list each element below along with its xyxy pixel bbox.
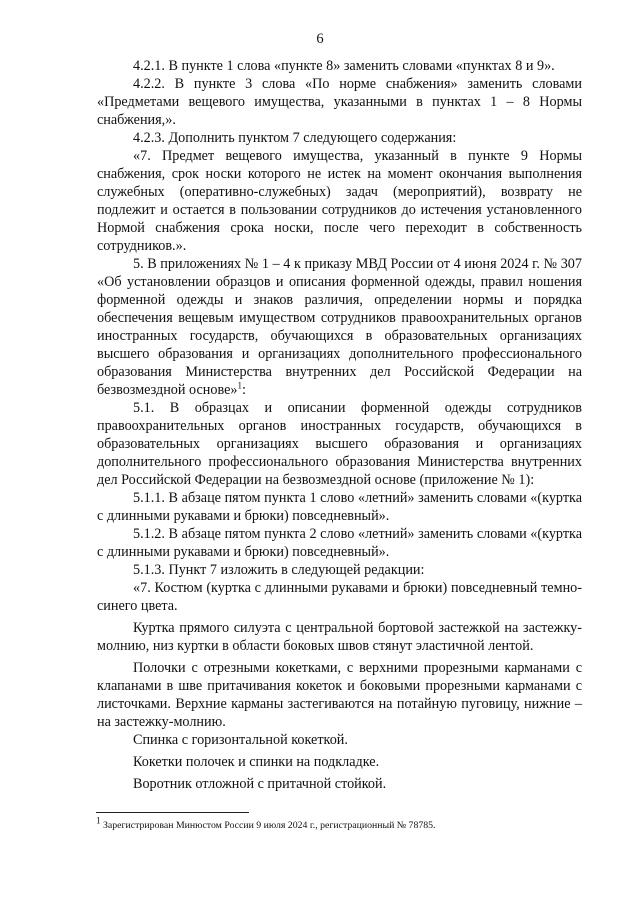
paragraph: Спинка с горизонтальной кокеткой. [133, 732, 348, 748]
footnote-marker: 1 [96, 815, 101, 826]
page-number: 6 [316, 31, 324, 47]
paragraph-suffix: : [241, 382, 246, 398]
paragraph: 4.2.1. В пункте 1 слова «пункте 8» заменить словами «пунктах 8 и 9». [133, 58, 555, 74]
footnote-text: Зарегистрирован Минюстом России 9 июля 2024 г., регистрационный № 78785. [102, 820, 436, 831]
paragraph: «7. Костюм (куртка с длинными рукавами и брюки) повседневный темно-синего цвета. [97, 580, 582, 614]
paragraph: 5.1.1. В абзаце пятом пункта 1 слово «летний» заменить словами «(куртка с длинными рукавами и брюки) повседневный». [97, 490, 582, 524]
paragraph: 5.1. В образцах и описании форменной одежды сотрудников правоохранительных органов иностранных государств, обучающихся в образовательных организациях высшего образования и организациях дополнительного профессионального образования Министерства внутренних дел Российской Федерации на безвозмездной основе (приложение № 1): [97, 400, 582, 488]
paragraph-with-footnote [97, 255, 582, 399]
paragraph: Полочки с отрезными кокетками, с верхними прорезными карманами с клапанами в шве притачивания кокеток и боковыми прорезными карманами с листочками. Верхние карманы застегиваются на потайную пуговицу, нижние – на застежку-молнию. [97, 660, 582, 730]
paragraph: 4.2.2. В пункте 3 слова «По норме снабжения» заменить словами «Предметами вещевого имущества, указанными в пунктах 1 – 8 Нормы снабжения,». [97, 76, 582, 128]
paragraph: Воротник отложной с притачной стойкой. [133, 776, 387, 792]
document-body [97, 57, 582, 793]
paragraph: «7. Предмет вещевого имущества, указанный в пункте 9 Нормы снабжения, срок носки которого не истек на момент окончания выполнения служебных (оперативно-служебных) задач (мероприятий), возврату не подлежит и остается в пользовании сотрудников до истечения установленного Нормой снабжения срока носки, после чего переходит в собственность сотрудников.». [97, 148, 582, 254]
paragraph: 4.2.3. Дополнить пунктом 7 следующего содержания: [133, 130, 457, 146]
paragraph: Кокетки полочек и спинки на подкладке. [133, 754, 380, 770]
paragraph-text: 5. В приложениях № 1 – 4 к приказу МВД России от 4 июня 2024 г. № 307 «Об установлении образцов и описания форменной одежды, правил ношения форменной одежды и знаков различия, определении нормы и порядка обеспечения вещевым имуществом сотрудников правоохранительных органов иностранных государств, обучающихся в образовательных организациях высшего образования и организациях дополнительного профессионального образования Министерства внутренних дел Российской Федерации на безвозмездной основе» [97, 256, 582, 398]
footnote-separator [96, 812, 249, 813]
footnote [96, 815, 586, 832]
paragraph: 5.1.2. В абзаце пятом пункта 2 слово «летний» заменить словами «(куртка с длинными рукавами и брюки) повседневный». [97, 526, 582, 560]
footnote-marker: 1 [237, 380, 242, 391]
paragraph: 5.1.3. Пункт 7 изложить в следующей редакции: [133, 562, 425, 578]
paragraph: Куртка прямого силуэта с центральной бортовой застежкой на застежку-молнию, низ куртки в области боковых швов стянут эластичной лентой. [97, 620, 582, 654]
